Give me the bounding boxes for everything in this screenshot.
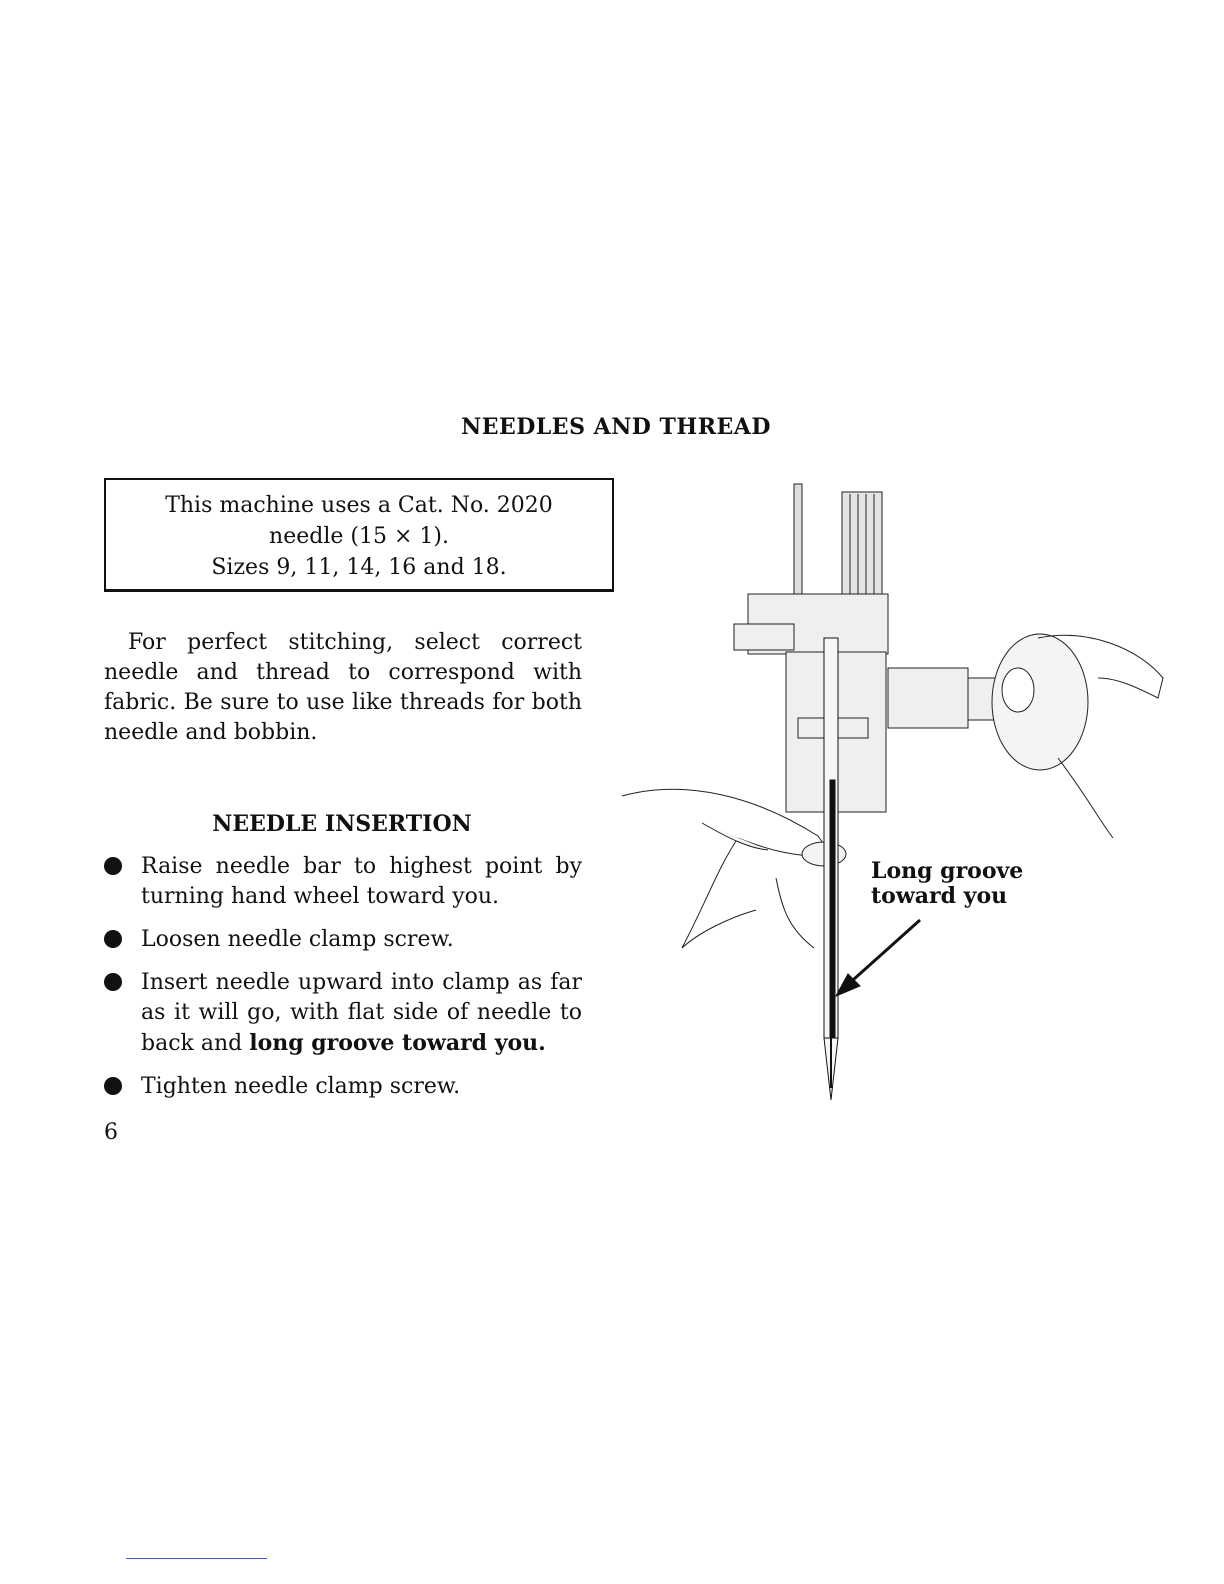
step-text: Loosen needle clamp screw.	[141, 927, 454, 952]
insertion-steps	[104, 852, 582, 1102]
step-item	[104, 852, 582, 912]
step-text: Raise needle bar to highest point by turning hand wheel toward you.	[141, 854, 582, 909]
intro-paragraph: For perfect stitching, select correct needle and thread to correspond with fabric. Be sure to use like threads for both needle and bobbin.	[104, 630, 582, 745]
step-text: Tighten needle clamp screw.	[141, 1074, 461, 1099]
needle-clamp	[734, 594, 1000, 812]
bullet-icon	[104, 973, 122, 991]
step-item	[104, 968, 582, 1059]
step-text-emphasis: long groove toward you.	[249, 1030, 546, 1056]
left-hand	[622, 789, 846, 948]
bullet-icon	[104, 1077, 122, 1095]
needle	[824, 638, 838, 1100]
step-item	[104, 925, 582, 955]
needle-insertion-illustration	[618, 478, 1178, 1108]
right-hand	[992, 634, 1163, 838]
callout-line-2: toward you	[871, 883, 1008, 909]
step-text: Insert needle upward into clamp as far as it will go, with flat side of needle to back and	[141, 970, 582, 1056]
page-number: 6	[104, 1120, 118, 1145]
spec-line-1: This machine uses a Cat. No. 2020	[165, 493, 553, 518]
page-title: NEEDLES AND THREAD	[461, 414, 771, 440]
spec-line-3: Sizes 9, 11, 14, 16 and 18.	[211, 555, 507, 580]
groove-callout	[871, 859, 1023, 909]
callout-line-1: Long groove	[871, 858, 1024, 884]
callout-arrow	[836, 920, 920, 996]
needle-spec-box	[104, 478, 614, 592]
bullet-icon	[104, 930, 122, 948]
bullet-icon	[104, 857, 122, 875]
step-item	[104, 1072, 582, 1102]
section-title-needle-insertion: NEEDLE INSERTION	[212, 811, 472, 837]
spec-line-2: needle (15 × 1).	[269, 524, 449, 549]
footer-rule	[126, 1558, 267, 1559]
